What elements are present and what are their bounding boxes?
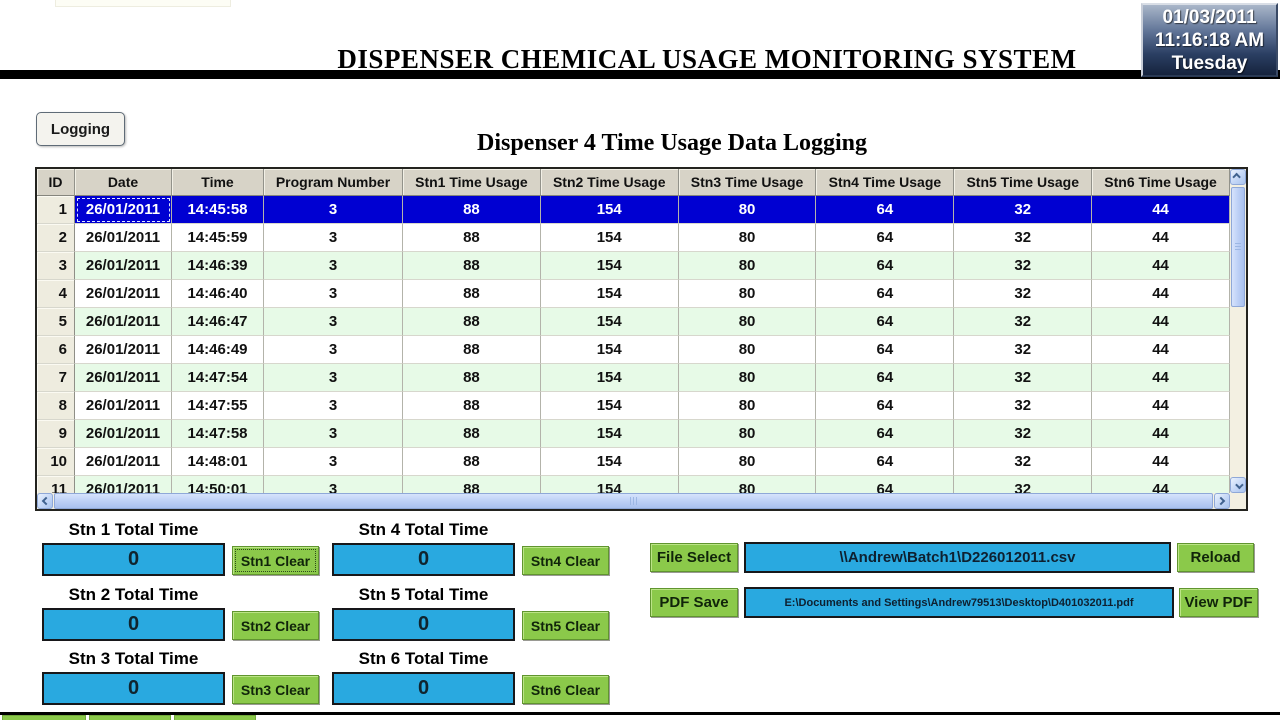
stn6-total-group	[332, 649, 652, 711]
stn5-total-value: 0	[332, 608, 515, 641]
clock-time: 11:16:18 AM	[1154, 29, 1265, 51]
stn4-total-value: 0	[332, 543, 515, 576]
column-header: Time	[172, 169, 264, 196]
data-cell[interactable]: 88	[403, 420, 541, 448]
chevron-down-icon	[1235, 481, 1243, 489]
data-cell[interactable]: 26/01/2011	[75, 196, 172, 224]
row-id-cell[interactable]: 3	[37, 252, 75, 280]
data-cell[interactable]: 14:48:01	[172, 448, 264, 476]
data-cell[interactable]: 64	[816, 196, 954, 224]
data-cell[interactable]: 80	[679, 224, 817, 252]
data-cell[interactable]: 154	[541, 336, 679, 364]
chevron-right-icon	[1217, 497, 1225, 505]
data-cell[interactable]: 44	[1092, 280, 1230, 308]
stn2-total-value: 0	[42, 608, 225, 641]
data-cell[interactable]: 80	[679, 420, 817, 448]
data-cell[interactable]: 88	[403, 280, 541, 308]
horizontal-scrollbar[interactable]	[37, 493, 1230, 509]
data-cell[interactable]: 64	[816, 392, 954, 420]
data-cell[interactable]: 154	[541, 364, 679, 392]
table-row[interactable]	[37, 476, 1230, 493]
cutoff-top-button-edge	[55, 0, 231, 7]
horizontal-scrollbar-thumb[interactable]	[54, 493, 1213, 509]
data-cell[interactable]: 154	[541, 476, 679, 493]
column-header: Stn3 Time Usage	[679, 169, 817, 196]
page-title: DISPENSER CHEMICAL USAGE MONITORING SYSTEM	[337, 44, 1077, 74]
data-cell[interactable]: 88	[403, 308, 541, 336]
table-row[interactable]	[37, 392, 1230, 420]
column-header: Stn6 Time Usage	[1092, 169, 1230, 196]
usage-data-grid	[35, 167, 1248, 511]
stn5-clear-button[interactable]: Stn5 Clear	[522, 611, 609, 640]
data-cell[interactable]: 80	[679, 476, 817, 493]
data-cell[interactable]: 3	[264, 420, 403, 448]
data-cell[interactable]: 26/01/2011	[75, 420, 172, 448]
data-cell[interactable]: 3	[264, 224, 403, 252]
stn3-total-label: Stn 3 Total Time	[68, 649, 199, 668]
row-id-cell[interactable]: 1	[37, 196, 75, 224]
data-cell[interactable]: 3	[264, 252, 403, 280]
data-cell[interactable]: 14:46:49	[172, 336, 264, 364]
stn3-total-value: 0	[42, 672, 225, 705]
table-row[interactable]	[37, 448, 1230, 476]
table-row[interactable]	[37, 280, 1230, 308]
column-header: Program Number	[264, 169, 403, 196]
table-row[interactable]	[37, 336, 1230, 364]
stn5-total-label: Stn 5 Total Time	[358, 585, 489, 604]
clock-day: Tuesday	[1171, 52, 1248, 74]
data-cell[interactable]: 32	[954, 252, 1092, 280]
data-cell[interactable]: 88	[403, 196, 541, 224]
data-cell[interactable]: 32	[954, 308, 1092, 336]
chevron-left-icon	[42, 497, 50, 505]
data-cell[interactable]: 154	[541, 224, 679, 252]
clock-date: 01/03/2011	[1162, 6, 1257, 28]
data-cell[interactable]: 44	[1092, 252, 1230, 280]
scroll-right-button[interactable]	[1214, 493, 1230, 509]
data-cell[interactable]: 80	[679, 280, 817, 308]
stn1-total-group	[42, 520, 362, 582]
stn4-clear-button[interactable]: Stn4 Clear	[522, 546, 609, 575]
data-cell[interactable]: 154	[541, 448, 679, 476]
data-cell[interactable]: 3	[264, 336, 403, 364]
data-cell[interactable]: 26/01/2011	[75, 224, 172, 252]
vertical-scrollbar-thumb[interactable]	[1231, 187, 1245, 307]
grid-header-row	[37, 169, 1230, 196]
stn6-clear-button[interactable]: Stn6 Clear	[522, 675, 609, 704]
column-header: ID	[37, 169, 75, 196]
data-cell[interactable]: 26/01/2011	[75, 280, 172, 308]
data-cell[interactable]: 154	[541, 280, 679, 308]
data-cell[interactable]: 32	[954, 336, 1092, 364]
table-row[interactable]	[37, 252, 1230, 280]
data-cell[interactable]: 14:46:39	[172, 252, 264, 280]
table-row[interactable]	[37, 420, 1230, 448]
stn3-clear-button[interactable]: Stn3 Clear	[232, 675, 319, 704]
row-id-cell[interactable]: 7	[37, 364, 75, 392]
stn4-total-label: Stn 4 Total Time	[358, 520, 489, 539]
csv-path-display: \\Andrew\Batch1\D226012011.csv	[744, 542, 1171, 573]
data-cell[interactable]: 80	[679, 392, 817, 420]
bottom-tab-button-2[interactable]	[89, 715, 171, 720]
data-cell[interactable]: 154	[541, 420, 679, 448]
data-cell[interactable]: 32	[954, 224, 1092, 252]
data-cell[interactable]: 88	[403, 364, 541, 392]
table-row[interactable]	[37, 196, 1230, 224]
data-cell[interactable]: 14:45:59	[172, 224, 264, 252]
pdf-path-display: E:\Documents and Settings\Andrew79513\Desktop\D401032011.pdf	[744, 587, 1174, 618]
reload-button[interactable]: Reload	[1177, 543, 1254, 572]
stn6-total-label: Stn 6 Total Time	[358, 649, 489, 668]
grid-body	[37, 196, 1230, 493]
data-cell[interactable]: 14:47:54	[172, 364, 264, 392]
data-cell[interactable]: 44	[1092, 308, 1230, 336]
data-cell[interactable]: 3	[264, 196, 403, 224]
row-id-cell[interactable]: 9	[37, 420, 75, 448]
datetime-display	[1141, 3, 1278, 77]
data-cell[interactable]: 80	[679, 448, 817, 476]
row-id-cell[interactable]: 6	[37, 336, 75, 364]
data-cell[interactable]: 3	[264, 392, 403, 420]
column-header: Stn4 Time Usage	[816, 169, 954, 196]
data-cell[interactable]: 3	[264, 308, 403, 336]
table-section-title: Dispenser 4 Time Usage Data Logging	[476, 130, 868, 156]
data-cell[interactable]: 14:45:58	[172, 196, 264, 224]
data-cell[interactable]: 88	[403, 476, 541, 493]
data-cell[interactable]: 80	[679, 196, 817, 224]
data-cell[interactable]: 80	[679, 308, 817, 336]
data-cell[interactable]: 32	[954, 392, 1092, 420]
data-cell[interactable]: 80	[679, 252, 817, 280]
data-cell[interactable]: 44	[1092, 364, 1230, 392]
data-cell[interactable]: 154	[541, 308, 679, 336]
chevron-up-icon	[1232, 173, 1240, 181]
stn1-total-value: 0	[42, 543, 225, 576]
data-cell[interactable]: 44	[1092, 392, 1230, 420]
data-cell[interactable]: 88	[403, 252, 541, 280]
data-cell[interactable]: 14:47:58	[172, 420, 264, 448]
data-cell[interactable]: 32	[954, 280, 1092, 308]
bottom-tab-button-1[interactable]	[2, 715, 86, 720]
column-header: Stn1 Time Usage	[403, 169, 541, 196]
table-row[interactable]	[37, 364, 1230, 392]
data-cell[interactable]: 64	[816, 308, 954, 336]
data-cell[interactable]: 64	[816, 448, 954, 476]
data-cell[interactable]: 26/01/2011	[75, 392, 172, 420]
stn3-total-group	[42, 649, 362, 711]
data-cell[interactable]: 44	[1092, 448, 1230, 476]
data-cell[interactable]: 14:46:40	[172, 280, 264, 308]
data-cell[interactable]: 3	[264, 448, 403, 476]
data-cell[interactable]: 64	[816, 280, 954, 308]
stn6-total-value: 0	[332, 672, 515, 705]
data-cell[interactable]: 64	[816, 364, 954, 392]
data-cell[interactable]: 32	[954, 476, 1092, 493]
data-cell[interactable]: 44	[1092, 224, 1230, 252]
data-cell[interactable]: 14:50:01	[172, 476, 264, 493]
data-cell[interactable]: 154	[541, 196, 679, 224]
data-cell[interactable]: 32	[954, 196, 1092, 224]
stn2-total-label: Stn 2 Total Time	[68, 585, 199, 604]
row-id-cell[interactable]: 5	[37, 308, 75, 336]
column-header: Date	[75, 169, 172, 196]
data-cell[interactable]: 3	[264, 280, 403, 308]
data-cell[interactable]: 32	[954, 448, 1092, 476]
data-cell[interactable]: 64	[816, 252, 954, 280]
data-cell[interactable]: 44	[1092, 196, 1230, 224]
stn1-total-label: Stn 1 Total Time	[68, 520, 199, 539]
scroll-left-button[interactable]	[37, 493, 53, 509]
data-cell[interactable]: 88	[403, 448, 541, 476]
data-cell[interactable]: 88	[403, 392, 541, 420]
data-cell[interactable]: 3	[264, 476, 403, 493]
data-cell[interactable]: 80	[679, 364, 817, 392]
table-row[interactable]	[37, 224, 1230, 252]
data-cell[interactable]: 26/01/2011	[75, 308, 172, 336]
data-cell[interactable]: 154	[541, 392, 679, 420]
stn1-clear-button[interactable]: Stn1 Clear	[232, 546, 319, 575]
data-cell[interactable]: 26/01/2011	[75, 336, 172, 364]
row-id-cell[interactable]: 11	[37, 476, 75, 493]
data-cell[interactable]: 154	[541, 252, 679, 280]
data-cell[interactable]: 44	[1092, 476, 1230, 493]
data-cell[interactable]: 44	[1092, 336, 1230, 364]
data-cell[interactable]: 14:46:47	[172, 308, 264, 336]
pdf-save-button[interactable]: PDF Save	[650, 588, 738, 617]
data-cell[interactable]: 26/01/2011	[75, 448, 172, 476]
data-cell[interactable]: 64	[816, 224, 954, 252]
logging-button[interactable]: Logging	[36, 112, 125, 146]
column-header: Stn2 Time Usage	[541, 169, 679, 196]
data-cell[interactable]: 14:47:55	[172, 392, 264, 420]
data-cell[interactable]: 32	[954, 364, 1092, 392]
data-cell[interactable]: 80	[679, 336, 817, 364]
data-cell[interactable]: 3	[264, 364, 403, 392]
row-id-cell[interactable]: 4	[37, 280, 75, 308]
data-cell[interactable]: 64	[816, 420, 954, 448]
data-cell[interactable]: 64	[816, 476, 954, 493]
stn5-total-group	[332, 585, 652, 647]
data-cell[interactable]: 64	[816, 336, 954, 364]
stn2-clear-button[interactable]: Stn2 Clear	[232, 611, 319, 640]
stn4-total-group	[332, 520, 652, 582]
stn2-total-group	[42, 585, 362, 647]
file-select-button[interactable]: File Select	[650, 543, 738, 572]
data-cell[interactable]: 26/01/2011	[75, 476, 172, 493]
data-cell[interactable]: 32	[954, 420, 1092, 448]
data-cell[interactable]: 26/01/2011	[75, 252, 172, 280]
row-id-cell[interactable]: 10	[37, 448, 75, 476]
view-pdf-button[interactable]: View PDF	[1179, 588, 1258, 617]
row-id-cell[interactable]: 8	[37, 392, 75, 420]
bottom-tab-button-3[interactable]	[174, 715, 256, 720]
data-cell[interactable]: 44	[1092, 420, 1230, 448]
scroll-up-button[interactable]	[1230, 169, 1246, 185]
row-id-cell[interactable]: 2	[37, 224, 75, 252]
column-header: Stn5 Time Usage	[954, 169, 1092, 196]
data-cell[interactable]: 88	[403, 336, 541, 364]
data-cell[interactable]: 26/01/2011	[75, 364, 172, 392]
scroll-down-button[interactable]	[1230, 477, 1246, 493]
data-cell[interactable]: 88	[403, 224, 541, 252]
table-row[interactable]	[37, 308, 1230, 336]
scrollbar-corner	[1230, 493, 1246, 509]
vertical-scrollbar[interactable]	[1230, 169, 1246, 493]
